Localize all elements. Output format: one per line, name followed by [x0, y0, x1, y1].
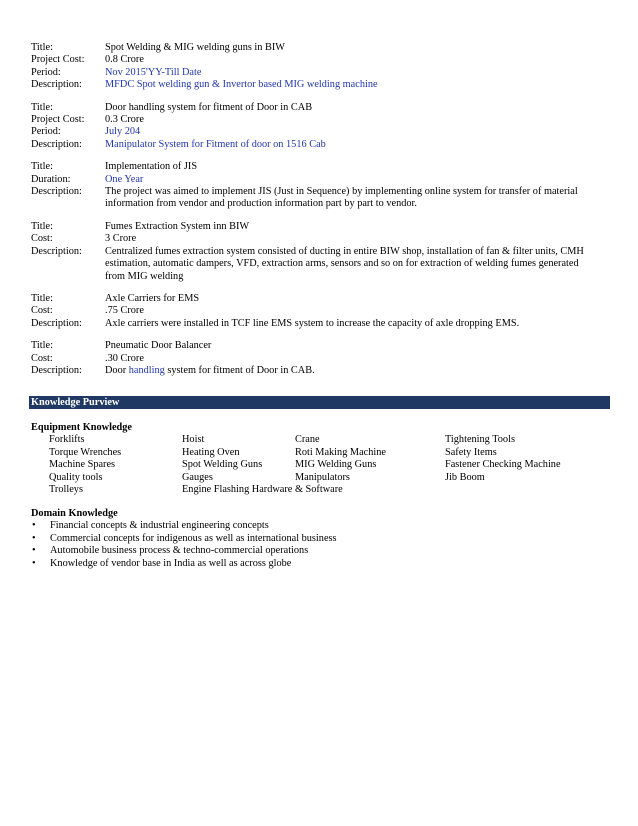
project-entry [31, 42, 591, 92]
project-title: Implementation of JIS [105, 161, 198, 173]
project-description: Centralized fumes extraction system consisted of ducting in entire BIW shop, installation of fan & filter units, CMH estimation, automatic dampers, VFD, extraction arms, sensors and so on for extraction of welding fumes generated from MIG welding [105, 245, 584, 282]
project-entry [31, 221, 591, 283]
field-label: Description: [31, 79, 82, 91]
project-period: July 204 [105, 126, 141, 138]
equipment-item: Fastener Checking Machine [445, 459, 561, 471]
equipment-item: Torque Wrenches [49, 446, 122, 458]
project-row [31, 174, 591, 186]
domain-heading: Domain Knowledge [31, 508, 118, 519]
project-row [31, 42, 591, 54]
project-cost: .75 Crore [105, 305, 144, 317]
project-row [31, 293, 591, 305]
list-item-text: Commercial concepts for indigenous as well as international business [50, 532, 337, 544]
project-row [31, 353, 591, 365]
project-row [31, 365, 591, 377]
field-label: Title: [31, 42, 53, 53]
project-row [31, 161, 591, 173]
equipment-item: Tightening Tools [445, 434, 515, 446]
equipment-item: Quality tools [49, 471, 103, 483]
project-title: Pneumatic Door Balancer [105, 340, 212, 352]
field-label: Period: [31, 126, 61, 138]
project-entry [31, 340, 591, 377]
project-row [31, 186, 591, 211]
project-row [31, 102, 591, 114]
project-cost: 0.8 Crore [105, 54, 144, 66]
project-description: MFDC Spot welding gun & Invertor based MIG welding machine [105, 79, 378, 91]
list-item [31, 545, 591, 557]
list-item [31, 520, 591, 532]
project-row [31, 114, 591, 126]
equipment-item: Manipulators [295, 471, 350, 483]
field-label: Description: [31, 317, 82, 329]
field-label: Cost: [31, 233, 53, 245]
equipment-grid [49, 434, 591, 496]
project-description: Manipulator System for Fitment of door on 1516 Cab [105, 138, 326, 150]
equipment-item: Crane [295, 434, 320, 446]
equipment-item: MIG Welding Guns [295, 459, 377, 471]
field-label: Project Cost: [31, 54, 85, 66]
bullet-icon: • [32, 532, 36, 544]
project-cost: .30 Crore [105, 352, 144, 364]
list-item-text: Automobile business process & techno-commercial operations [50, 545, 309, 557]
field-label: Description: [31, 186, 82, 198]
equipment-item: Engine Flashing Hardware & Software [182, 484, 343, 496]
domain-list [31, 520, 591, 570]
field-label: Project Cost: [31, 114, 85, 126]
project-description [105, 365, 591, 377]
equipment-knowledge [31, 422, 591, 496]
project-row [31, 126, 591, 138]
section-header-bar: Knowledge Purview [29, 396, 610, 409]
project-entry [31, 161, 591, 211]
project-duration: One Year [105, 173, 144, 185]
project-title: Axle Carriers for EMS [105, 292, 200, 304]
field-label: Title: [31, 220, 53, 232]
field-label: Cost: [31, 352, 53, 364]
description-text: Door [105, 364, 129, 376]
field-label: Title: [31, 292, 53, 304]
project-cost: 0.3 Crore [105, 114, 144, 126]
project-row [31, 318, 591, 330]
list-item [31, 533, 591, 545]
field-label: Description: [31, 364, 82, 376]
equipment-item: Roti Making Machine [295, 446, 386, 458]
list-item-text: Knowledge of vendor base in India as well as across globe [50, 557, 292, 569]
project-row [31, 233, 591, 245]
field-label: Cost: [31, 305, 53, 317]
project-title: Spot Welding & MIG welding guns in BIW [105, 42, 286, 53]
field-label: Title: [31, 161, 53, 173]
project-row [31, 54, 591, 66]
project-row [31, 340, 591, 352]
list-item [31, 558, 591, 570]
equipment-item: Safety Items [445, 446, 497, 458]
equipment-item: Hoist [182, 434, 205, 446]
field-label: Period: [31, 66, 61, 78]
project-row [31, 79, 591, 91]
field-label: Title: [31, 101, 53, 113]
equipment-item: Jib Boom [445, 471, 485, 483]
project-row [31, 246, 591, 283]
equipment-heading: Equipment Knowledge [31, 422, 132, 433]
equipment-item: Forklifts [49, 434, 85, 446]
field-label: Title: [31, 340, 53, 352]
project-row [31, 67, 591, 79]
equipment-item: Spot Welding Guns [182, 459, 263, 471]
project-title: Fumes Extraction System inn BIW [105, 220, 250, 232]
list-item-text: Financial concepts & industrial engineering concepts [50, 520, 269, 532]
highlighted-word: handling [128, 364, 165, 376]
project-row [31, 221, 591, 233]
equipment-item: Heating Oven [182, 446, 240, 458]
project-entry [31, 102, 591, 152]
equipment-item: Machine Spares [49, 459, 116, 471]
project-description: The project was aimed to implement JIS (Just in Sequence) by implementing online system for transfer of material information from vendor and production information part by part to vendor. [105, 186, 578, 210]
project-entry [31, 293, 591, 330]
bullet-icon: • [32, 557, 36, 569]
project-title: Door handling system for fitment of Door in CAB [105, 101, 313, 113]
project-cost: 3 Crore [105, 233, 137, 245]
equipment-item: Trolleys [49, 484, 83, 496]
equipment-item: Gauges [182, 471, 213, 483]
bullet-icon: • [32, 520, 36, 532]
domain-knowledge [31, 508, 591, 570]
description-text: system for fitment of Door in CAB. [164, 364, 315, 376]
bullet-icon: • [32, 545, 36, 557]
project-description: Axle carriers were installed in TCF line EMS system to increase the capacity of axle dropping EMS. [105, 317, 520, 329]
field-label: Duration: [31, 173, 71, 185]
project-period: Nov 2015'YY-Till Date [105, 66, 202, 78]
field-label: Description: [31, 245, 82, 257]
field-label: Description: [31, 138, 82, 150]
project-row [31, 139, 591, 151]
project-row [31, 305, 591, 317]
projects-list [31, 42, 591, 387]
